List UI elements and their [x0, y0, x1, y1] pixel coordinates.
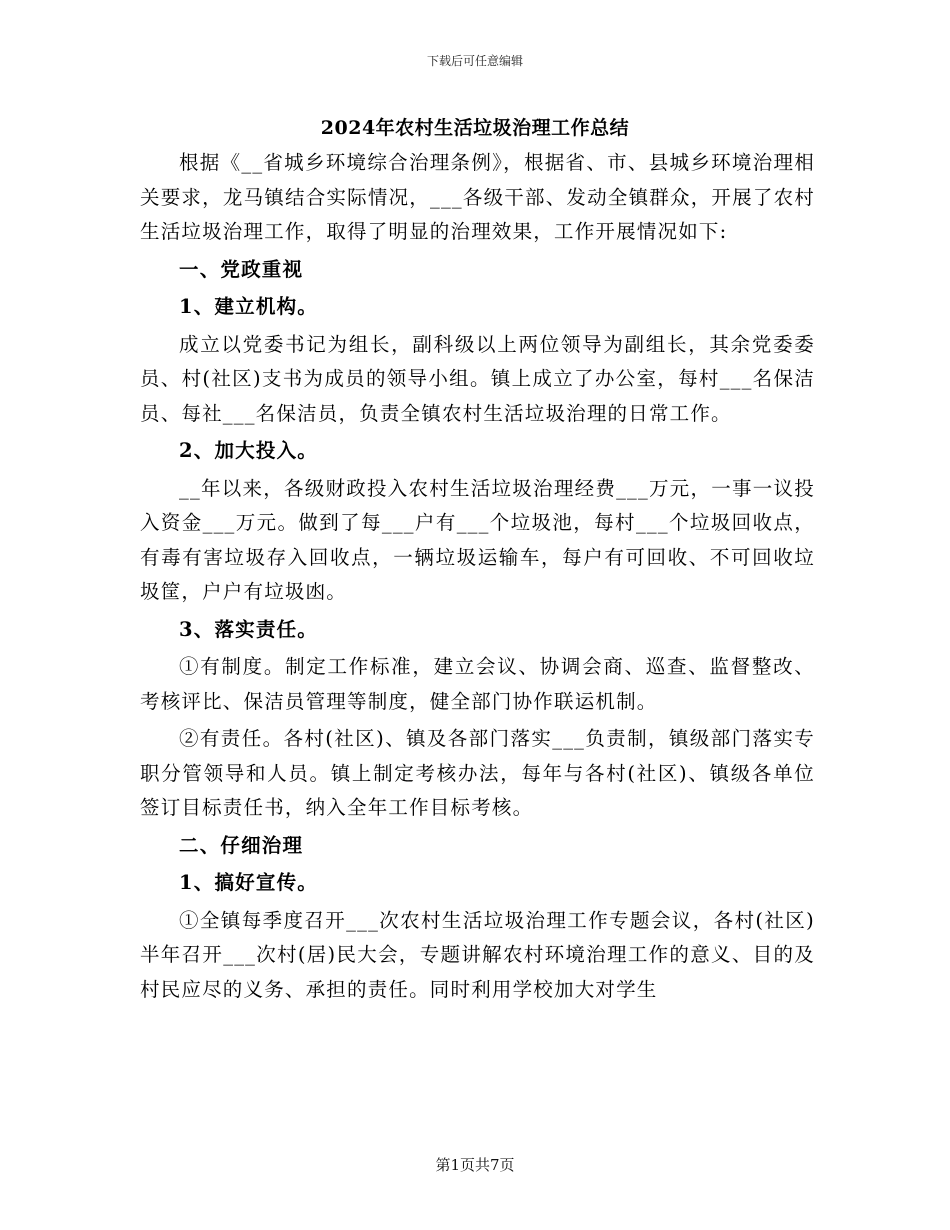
section-1-sub-3-heading: 3、落实责任。: [179, 617, 318, 641]
section-1-sub-1-text: 成立以党委书记为组长，副科级以上两位领导为副组长，其余党委委员、村(社区)支书为成员的领导小组。镇上成立了办公室，每村___名保洁员、每社___名保洁员，负责全镇农村生活垃圾治理的日常工作。: [140, 332, 815, 425]
page-number-footer: 第1页共7页: [435, 1156, 515, 1174]
intro-paragraph: 根据《__省城乡环境综合治理条例》，根据省、市、县城乡环境治理相关要求，龙马镇结合实际情况，___各级干部、发动全镇群众，开展了农村生活垃圾治理工作，取得了明显的治理效果，工作开展情况如下:: [140, 151, 815, 243]
section-1-sub-1-heading: 1、建立机构。: [179, 295, 318, 318]
document-body: [140, 146, 815, 1007]
section-2-heading: 二、仔细治理: [179, 833, 304, 857]
page-title: 2024年农村生活垃圾治理工作总结: [320, 117, 630, 139]
section-1-heading: 一、党政重视: [179, 257, 304, 281]
section-1-sub-3-item-1: ①有制度。制定工作标准，建立会议、协调会商、巡查、监督整改、考核评比、保洁员管理等制度，健全部门协作联运机制。: [140, 655, 815, 713]
section-1-sub-2-heading: 2、加大投入。: [179, 439, 318, 462]
section-1-sub-3-item-2: ②有责任。各村(社区)、镇及各部门落实___负责制，镇级部门落实专职分管领导和人员。镇上制定考核办法，每年与各村(社区)、镇级各单位签订目标责任书，纳入全年工作目标考核。: [140, 727, 815, 819]
section-1-sub-2-text: __年以来，各级财政投入农村生活垃圾治理经费___万元，一事一议投入资金___万元。做到了每___户有___个垃圾池，每村___个垃圾回收点，有毒有害垃圾存入回收点，一辆垃圾运输车，每户有可回收、不可回收垃圾筐，户户有垃圾凼。: [140, 476, 815, 603]
page-header-note: 下载后可任意编辑: [426, 54, 523, 68]
section-2-sub-1-item-1: ①全镇每季度召开___次农村生活垃圾治理工作专题会议，各村(社区)半年召开___次村(居)民大会，专题讲解农村环境治理工作的意义、目的及村民应尽的义务、承担的责任。同时利用学校加大对学生: [140, 908, 815, 1001]
section-2-sub-1-heading: 1、搞好宣传。: [179, 871, 318, 894]
